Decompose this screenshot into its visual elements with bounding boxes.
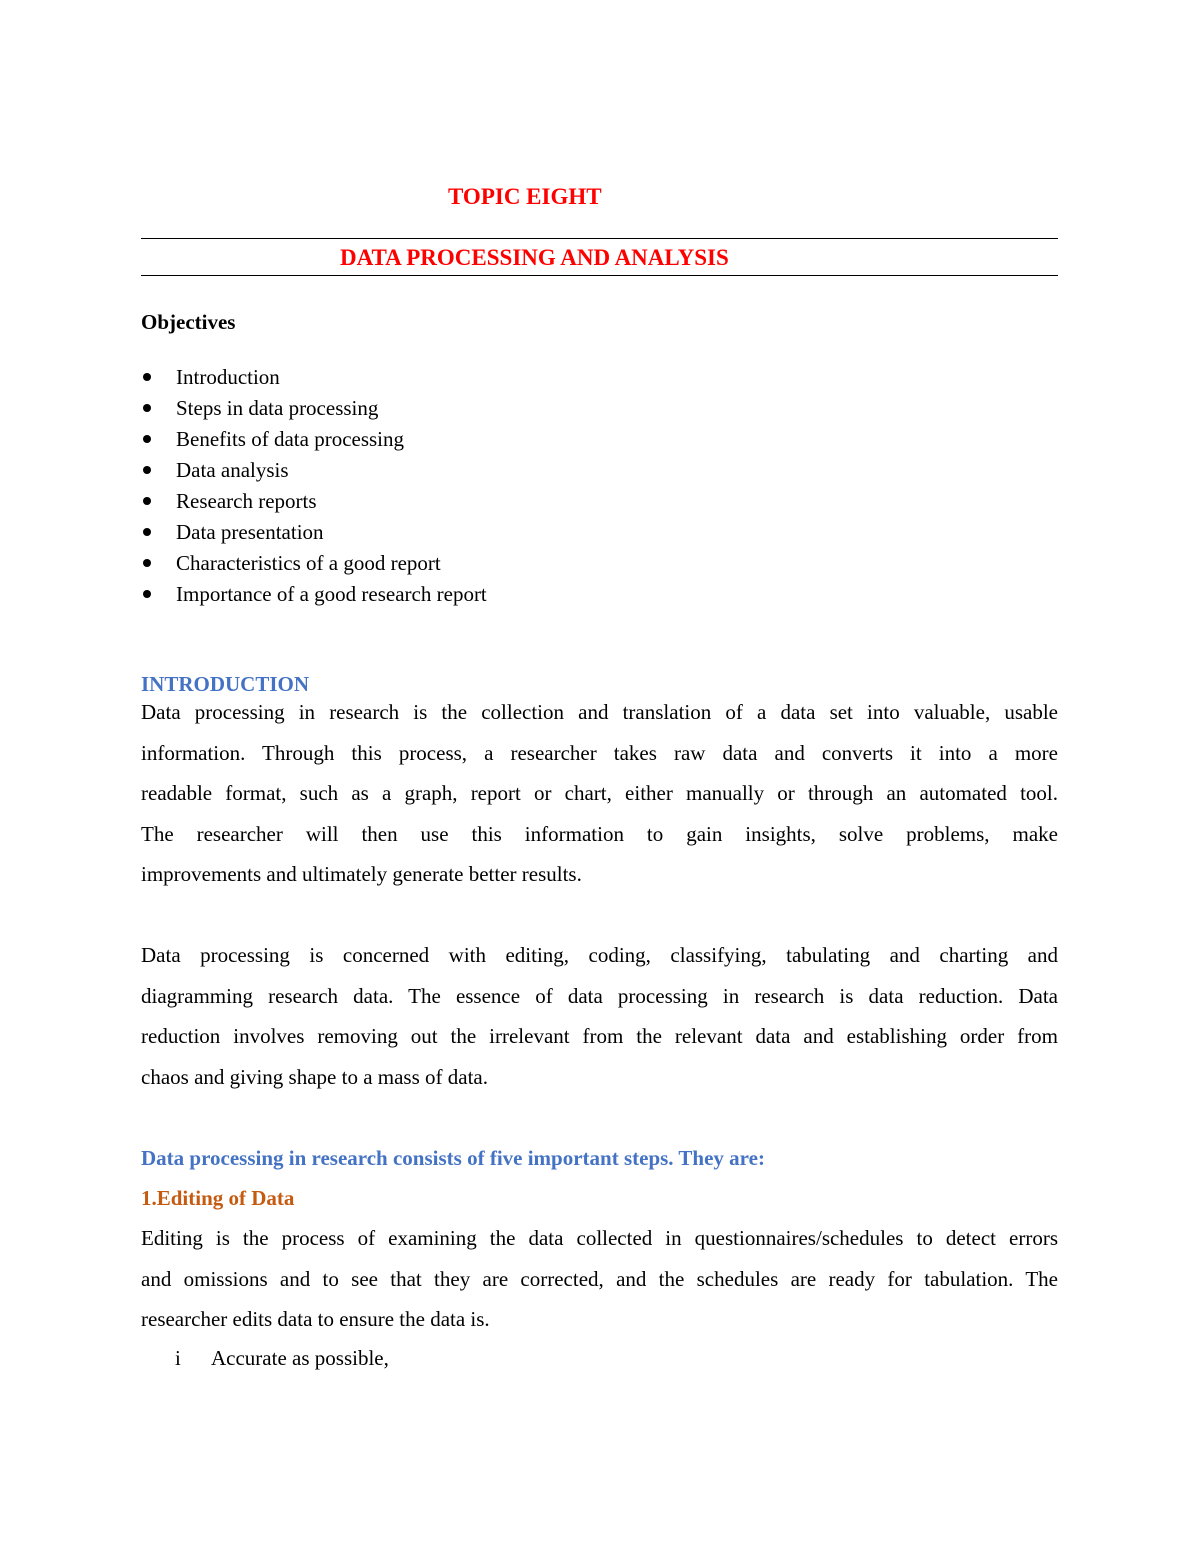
introduction-paragraph-2 [141,935,1058,1097]
roman-numeral: i [175,1346,181,1370]
bullet-icon [143,497,151,505]
title-rule-top [141,238,1058,239]
bullet-icon [143,559,151,567]
bullet-icon [143,373,151,381]
step1-heading: 1.Editing of Data [141,1186,295,1210]
document-page: TOPIC EIGHT DATA PROCESSING AND ANALYSIS Objectives Introduction Steps in data processing Benefits of data processing Data analysis Research reports Data presentation Characteristics of a good report Importance of a good research report INTRODUCTION Data processing in research is the collection and translation of a data set into valuable, usable information. Through this process, a researcher takes raw data and converts it into a more readable format, such as a graph, report or chart, either manually or through an automated tool. The researcher will then use this information to gain insights, solve problems, make improvements and ultimately generate better results. Data processing is concerned with editing, coding, classifying, tabulating and charting and diagramming research data. The essence of data processing in research is data reduction. Data reduction involves removing out the irrelevant from the relevant data and establishing order from chaos and giving shape to a mass of data. Data processing in research consists of five important steps. They are: 1.Editing of Data Editing is the process of examining the data collected in questionnaires/schedules to detect errors and omissions and to see that they are corrected, and the schedules are ready for tabulation. The researcher edits data to ensure the data is. i Accurate as possible, [141,184,1058,1370]
text-line: reduction involves removing out the irrelevant from the relevant data and establishing order from [141,1024,1058,1049]
introduction-heading: INTRODUCTION [141,672,310,696]
text-line: information. Through this process, a researcher takes raw data and converts it into a more [141,740,1058,765]
bullet-icon [143,590,151,598]
bullet-icon [143,528,151,536]
bullet-icon [143,435,151,443]
steps-heading: Data processing in research consists of five important steps. They are: [141,1146,765,1170]
text-line: chaos and giving shape to a mass of data. [141,1064,488,1089]
text-line: Data processing is concerned with editing, coding, classifying, tabulating and charting and [141,943,1058,967]
bullet-icon [143,404,151,412]
title-rule-bottom [141,275,1058,276]
step1-paragraph [141,1218,1058,1340]
topic-label: TOPIC EIGHT [448,184,602,209]
objectives-heading: Objectives [141,310,236,334]
text-line: researcher edits data to ensure the data is. [141,1307,490,1332]
text-line: The researcher will then use this information to gain insights, solve problems, make [141,821,1058,846]
introduction-paragraph-1 [141,692,1058,895]
text-line: improvements and ultimately generate better results. [141,862,582,887]
bullet-icon [143,466,151,474]
text-line: and omissions and to see that they are corrected, and the schedules are ready for tabulation. The [141,1266,1058,1291]
text-line: diagramming research data. The essence of data processing in research is data reduction. Data [141,983,1058,1008]
text-line: Editing is the process of examining the data collected in questionnaires/schedules to detect errors [141,1226,1058,1250]
text-line: readable format, such as a graph, report or chart, either manually or through an automated tool. [141,781,1058,806]
page-title: DATA PROCESSING AND ANALYSIS [340,245,729,270]
text-line: Data processing in research is the collection and translation of a data set into valuable, usable [141,700,1058,724]
roman-item-text: Accurate as possible, [211,1346,389,1370]
